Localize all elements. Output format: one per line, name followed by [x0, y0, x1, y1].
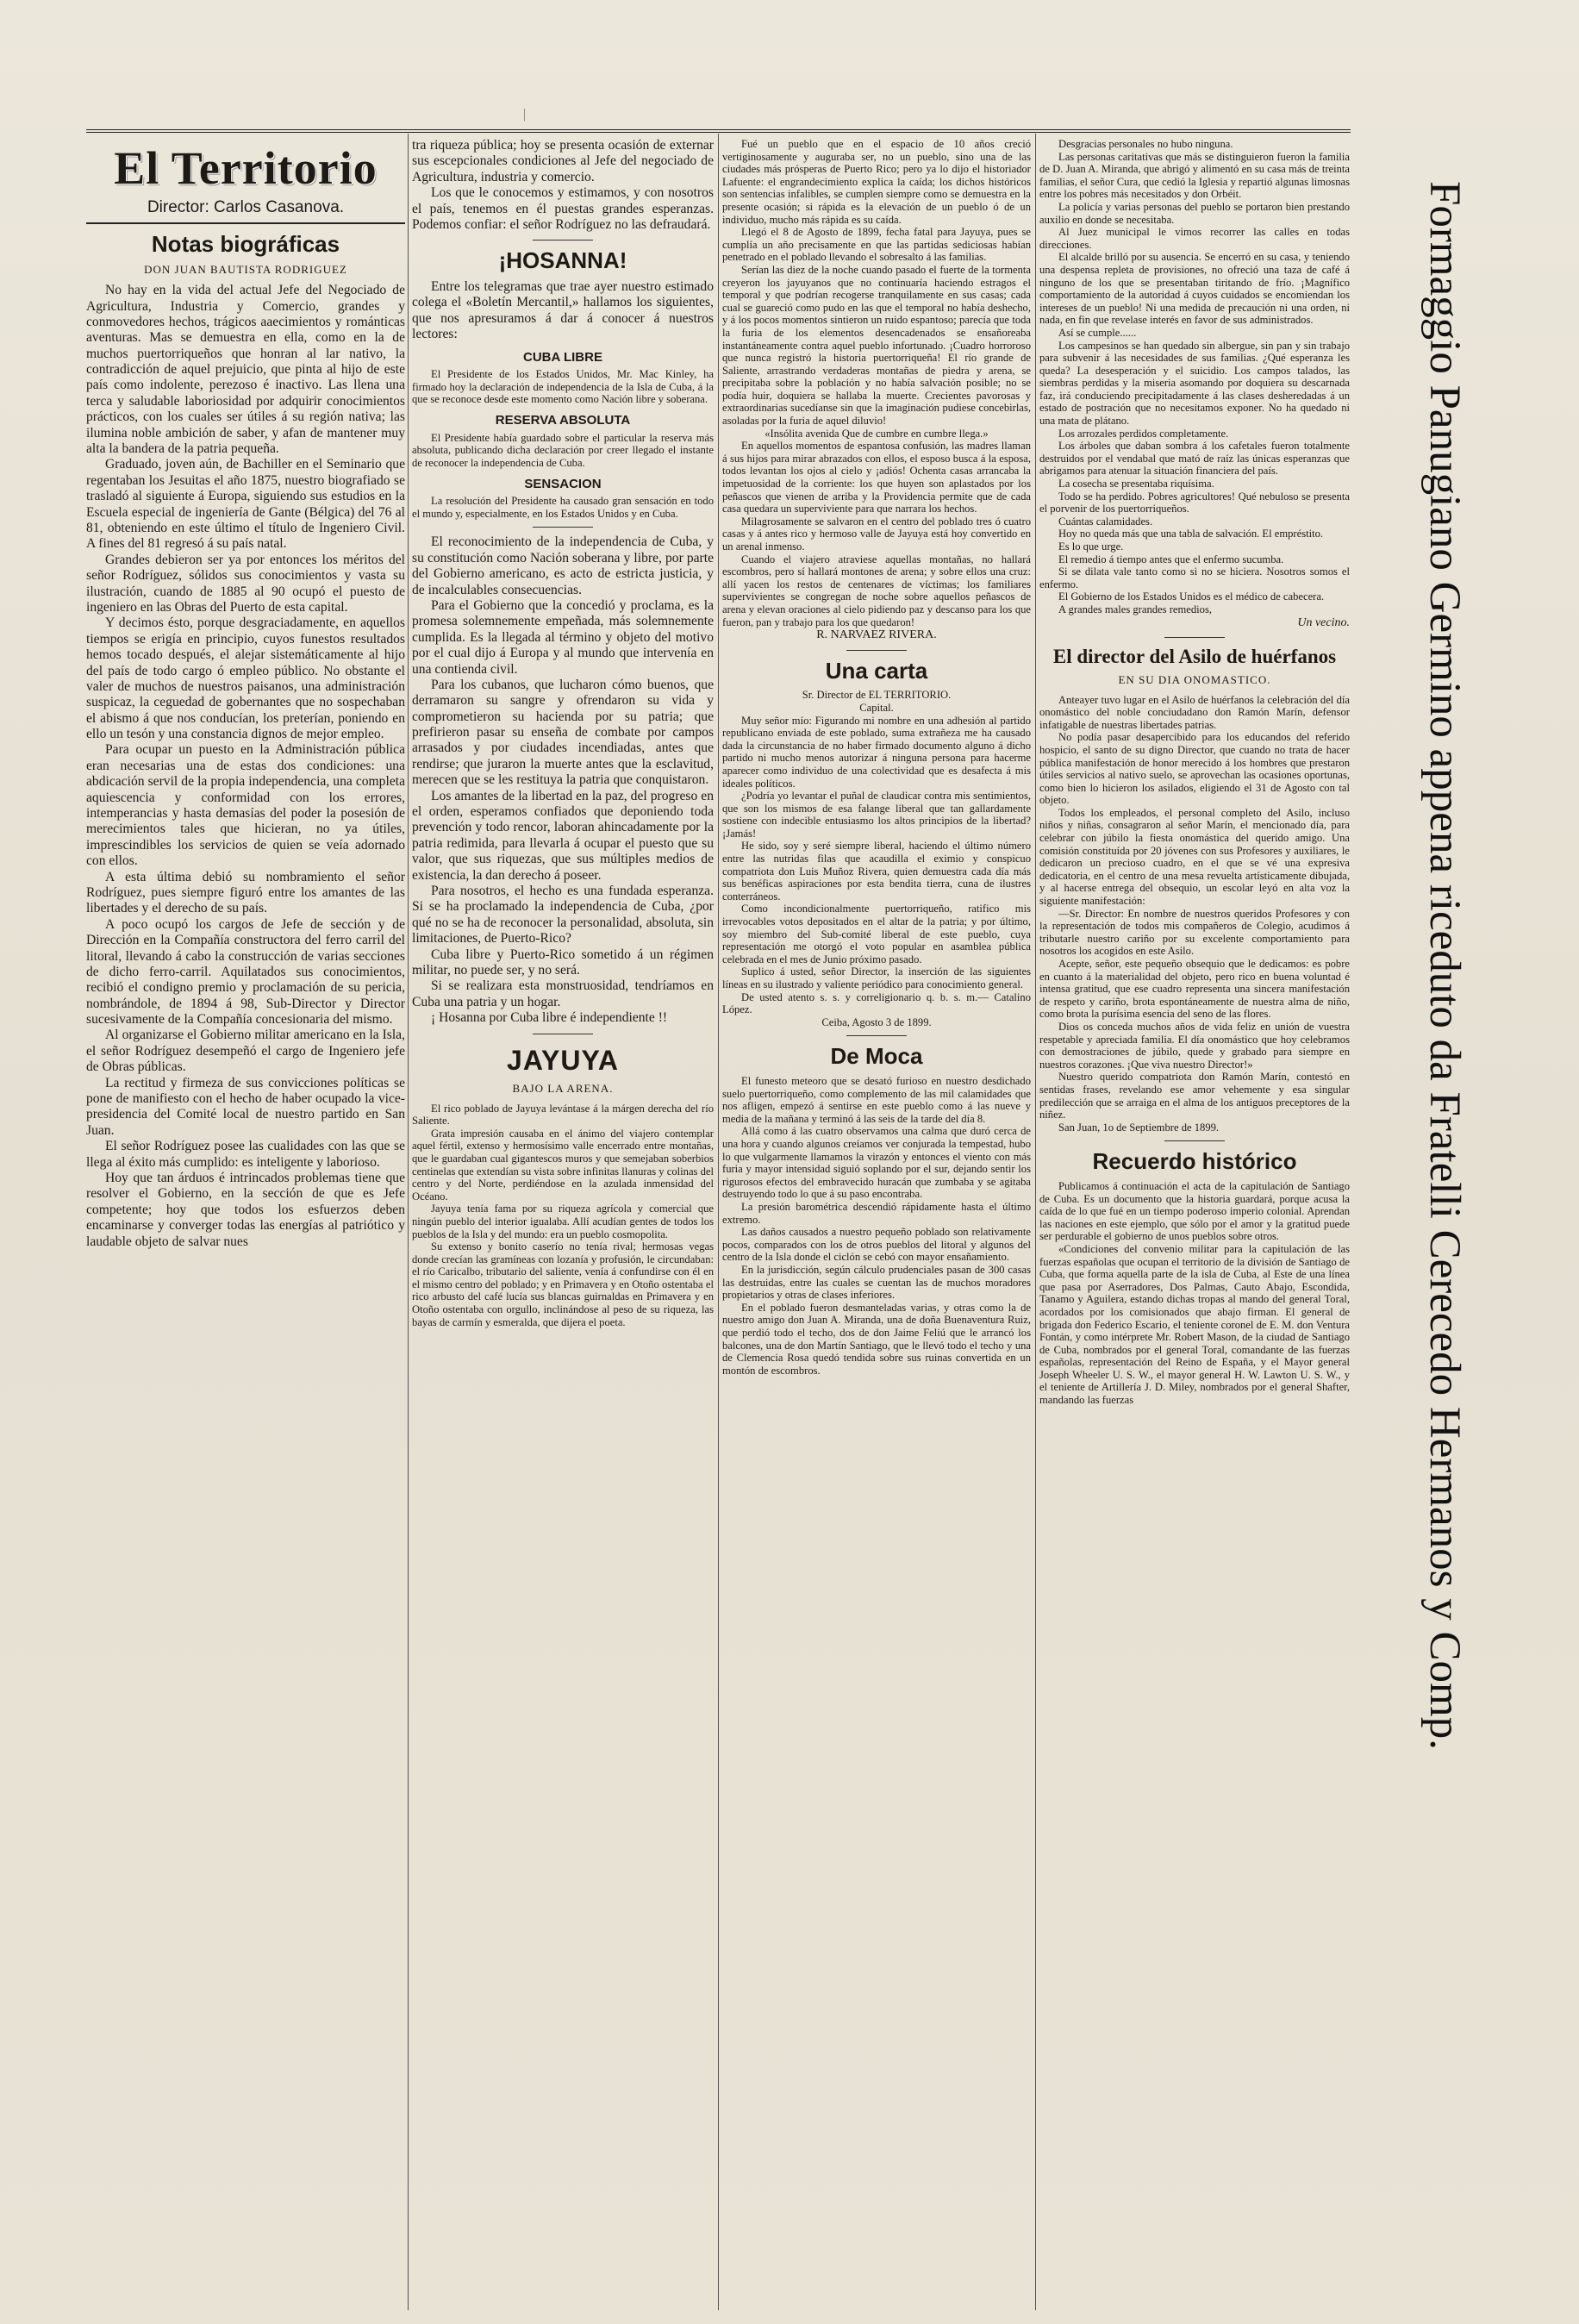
- paragraph: Los árboles que daban sombra á los cafetales fueron totalmente destruidos por el vendabal que mató de raíz las únicas esperanzas que abrigamos para atenuar la situación financiera del país.: [1039, 440, 1350, 478]
- telegram-text: El Presidente de los Estados Unidos, Mr. Mac Kinley, ha firmado hoy la declaración de independencia de la Isla de Cuba, á la que se reconoce desde este momento como Nación libre y soberana.: [412, 368, 714, 406]
- vertical-advertisement: [1370, 181, 1482, 2164]
- paragraph: ¡ Hosanna por Cuba libre é independiente !!: [431, 1010, 668, 1026]
- paragraph: Los amantes de la libertad en la paz, del progreso en el orden, esperamos confiados que deponiendo toda prevención y todo rencor, laboran ahincadamente por la patria redimida, para llevarla á ocupar el puesto que su valor, que sus riquezas, que sus múltiples medios de existencia, la dan derecho á poseer.: [412, 788, 714, 883]
- paragraph: Al Juez municipal le vimos recorrer las calles en todas direcciones.: [1039, 226, 1350, 251]
- paragraph: Y decimos ésto, porque desgraciadamente, en aquellos tiempos se erigía en principio, cuyos funestos resultados hemos tocado después, el alejar sistemáticamente al hijo del país de todo cargo ó empleo público. No obstante el valer de muchos de nuestros paisanos, una administración suspicaz, la ceguedad de gobernantes que no sospechaban el abismo á que nos conducían, los preterían, poniendo en ello un tesón y una constancia dignos de mejor empleo.: [86, 615, 405, 742]
- paragraph: Las daños causados a nuestro pequeño poblado son relativamente pocos, comparados con los de otros pueblos del litoral y algunos del centro de la Isla donde el ciclón se cebó con mayor ensañamiento.: [722, 1226, 1031, 1264]
- hosanna-heading: ¡HOSANNA!: [498, 247, 627, 274]
- quote: «Insólita avenida Que de cumbre en cumbre llega.»: [765, 427, 989, 440]
- paragraph: Cuando el viajero atraviese aquellas montañas, no hallará escombros, pero sí hallará montones de arena; y sobre ellos una cruz: allí yacen los restos de centenares de víctimas; los familiares supervivientes se congregan de noche sobre aquellos peñascos de arena y elevan oraciones al cielo pidiendo paz y descanso para los que fueron, pan y trabajo para los que quedaron!: [722, 553, 1031, 628]
- paragraph: Milagrosamente se salvaron en el centro del poblado tres ó cuatro casas y á antes rico y hermoso valle de Jayuya está hoy convertido en un arenal inmenso.: [722, 515, 1031, 553]
- page-mark: |: [523, 107, 527, 122]
- telegram-title: RESERVA ABSOLUTA: [495, 413, 631, 428]
- paragraph: Su extenso y bonito caserío no tenía rival; hermosas vegas donde crecían las gramíneas con lozanía y profusión, le circundaban: el río Caricalbo, tributario del saliente, venía á confundirse con él en el mismo centro del poblado; y en Primavera y en Otoño ostentaba el rico arbusto del café lucía sus blancas guirnaldas en Primavera y en Otoño ostentaba con orgullo, inclinándose al peso de su riqueza, las bayas de carmín y esmeralda, que dijera el poeta.: [412, 1240, 714, 1328]
- place: Capital.: [859, 701, 894, 714]
- paragraph: Para el Gobierno que la concedió y proclama, es la promesa solemnemente empeñada, más solemnemente cumplida. Es la llegada al término y objeto del motivo por el cual dijo á Europa y al mundo que intervenía en una contienda civil.: [412, 597, 714, 677]
- paragraph: Llegó el 8 de Agosto de 1899, fecha fatal para Jayuya, pues se cumplía un año precisamente en que las partidas sediciosas habían penetrado en el poblado llevando el sobresalto á las familias.: [722, 226, 1031, 264]
- asilo-heading: El director del Asilo de huérfanos: [1052, 646, 1337, 668]
- paragraph: El señor Rodríguez posee las cualidades con las que se llega al éxito más cumplido: es inteligente y laborioso.: [86, 1139, 405, 1170]
- paragraph: En aquellos momentos de espantosa confusión, las madres llaman á sus hijos para mirar abrazados con ellos, el esposo busca á la esposa, todos levantan los ojos al cielo y ¡adiós! Ochenta casas arrancaba la impetuosidad de la corriente: los que huyen son aplastados por los peñascos que vienen de arriba y la Providencia permite que de cada casa quedara un superviviente para que narrara los hechos.: [722, 440, 1031, 515]
- paragraph: Las personas caritativas que más se distinguieron fueron la familia de D. Juan A. Miranda, que abrigó y alimentó en su casa más de treinta familias, el señor Cura, que cedió la Iglesia y repartió algunas limosnas entre los pobres más necesitados y don Orbéit.: [1039, 150, 1350, 201]
- paragraph: He sido, soy y seré siempre liberal, haciendo el último número entre las nutridas filas que acaudilla el eximio y conspicuo compatriota don Luis Muñoz Rivera, quien demuestra cada día más sus benéficas aspiraciones por esta bendita tierra, cuna de ilustres conterráneos.: [722, 840, 1031, 903]
- paragraph: A poco ocupó los cargos de Jefe de sección y de Dirección en la Compañía constructora del ferro carril del litoral, llevando á cabo la construcción de varias secciones de dicho ferro-carril. Aquilatados sus conocimientos, recibió el condigno premio y proclamación de su pericia, nombrándole, de 1894 á 98, Sub-Director y Director sucesivamente de la Compañía concesionaria del mismo.: [86, 916, 405, 1028]
- paragraph: Anteayer tuvo lugar en el Asilo de huérfanos la celebración del día onomástico del noble conciudadano don Ramón Marín, defensor infatigable de nuestras libertades patrias.: [1039, 693, 1350, 731]
- paragraph: Los campesinos se han quedado sin albergue, sin pan y sin trabajo para subvenir á las necesidades de sus familias. ¿Qué esperanza les queda? La desesperación y el suicidio. Los campos talados, las siembras perdidas y la miseria asomando por doquiera su descarnada faz, irá conduciendo precipitadamente á las clases desheredadas á un estado de postración que no necesitamos exponer. No ha quedado ni una mata de plátano.: [1039, 339, 1350, 428]
- divider: [533, 527, 593, 528]
- letter-date: Ceiba, Agosto 3 de 1899.: [821, 1015, 932, 1028]
- paragraph: tra riqueza pública; hoy se presenta ocasión de externar sus escepcionales condiciones al Jefe del negociado de Agricultura, industria y comercio.: [412, 138, 714, 184]
- asilo-subheading: EN SU DIA ONOMASTICO.: [1118, 673, 1271, 687]
- paragraph: El remedio á tiempo antes que el enfermo sucumba.: [1058, 553, 1284, 565]
- paragraph: Todo se ha perdido. Pobres agricultores! Qué nebuloso se presenta el porvenir de los puertorriqueños.: [1039, 490, 1350, 515]
- divider: [846, 1035, 907, 1036]
- divider: [846, 650, 907, 651]
- paragraph: Para ocupar un puesto en la Administración pública eran necesarias una de estas dos condiciones: una abdicación servil de la propia independencia, una completa aquiescencia y conformidad con los errores, intemperancias y hasta demasías del poder la posesión de merecimientos tales que hicieran, no ya útiles, imprescindibles los servicios de quien se veía adornado con ellos.: [86, 742, 405, 869]
- paragraph: No hay en la vida del actual Jefe del Negociado de Agricultura, Industria y Comercio, grandes y conmovedores hechos, trágicos aaecimientos y románticas aventuras. Mas se demuestra en ella, como en la de muchos puertorriqueños que honran al lar nativo, la contradicción de aquel prejuicio, que pinta al hijo de este país como indolente, perezoso é inactivo. Las llena una terca y saludable laboriosidad por adquirir conocimientos prácticos, con los cuales ser útiles á su región nativa; las ilumina noble ambición de saber, y afan de mantener muy alta la bandera de la patria pequeña.: [86, 283, 405, 457]
- paragraph: «Condiciones del convenio militar para la capitulación de las fuerzas españolas que ocupan el territorio de la división de Santiago de Cuba, que forma aquella parte de la isla de Cuba, al Este de una línea que pasa por Aserradores, Dos Palmas, Cauto Abajo, Escondida, Tanamo y Aguilera, estando dichas tropas al mando del general Toral, acordados por los comisionados que abajo firman. El general de brigada don Federico Escario, el teniente coronel de E. M. don Ventura Fontán, y como intérprete Mr. Robert Mason, de la ciudad de Santiago de Cuba, nombrados por el general Toral, comandante de las fuerzas españolas, representación del Reino de España, y el Mayor general Joseph Wheeler U. S. W., el mayor general H. W. Lawton U. S. W., y el teniente de Artillería J. D. Miley, nombrados por el general Shafter, mandando las fuerzas: [1039, 1242, 1350, 1407]
- paragraph: El funesto meteoro que se desató furioso en nuestro desdichado suelo puertorriqueño, como complemento de las mil calamidades que nos afligen, empezó á sentirse en este pueblo como á las nueve y media de la mañana y terminó á las seis de la tarde del día 8.: [722, 1075, 1031, 1125]
- masthead: [86, 141, 405, 224]
- notas-subject: DON JUAN BAUTISTA RODRIGUEZ: [144, 262, 347, 276]
- paragraph: Al organizarse el Gobierno militar americano en la Isla, el señor Rodríguez desempeñó el cargo de Ingeniero jefe de Obras públicas.: [86, 1028, 405, 1075]
- paragraph: Publicamos á continuación el acta de la capitulación de Santiago de Cuba. Es un documento que la historia guardará, porque acusa la caída de lo que fué en un tiempo poderoso imperio colonial. Aprendan las naciones en este ejemplo, que sólo por el amor y la gratitud puede ser perdurable el gobierno de unos pueblos sobre otros.: [1039, 1179, 1350, 1243]
- telegram-title: SENSACION: [524, 476, 602, 491]
- paragraph: Así se cumple......: [1058, 326, 1137, 339]
- telegram-title: CUBA LIBRE: [523, 349, 602, 365]
- column-4: [1039, 138, 1350, 2306]
- paragraph: Hoy que tan árduos é intrincados problemas tiene que resolver el Gobierno, en la sección de que es Jefe competente; hoy que todos los esfuerzos deben encaminarse y converger todas las energías al patriótico y laudable objeto de salvar nues: [86, 1171, 405, 1249]
- paragraph: El reconocimiento de la independencia de Cuba, y su constitución como Nación soberana y libre, por parte del Gobierno americano, es acto de estricta justicia, y de incalculables consecuencias.: [412, 534, 714, 597]
- signature: Un vecino.: [1297, 615, 1350, 629]
- paragraph: Muy señor mío: Figurando mi nombre en una adhesión al partido republicano enviada de este poblado, suma extrañeza me ha causado dada la circunstancia de no haber firmado documento alguno á dicho partido ni mucho menos autorizar á ninguna persona para hacerme aparecer como individuo de una colectividad que es desafecta á mis ideales políticos.: [722, 714, 1031, 790]
- column-divider: [718, 134, 719, 2310]
- dateline: San Juan, 1o de Septiembre de 1899.: [1058, 1121, 1220, 1134]
- paragraph: Serían las diez de la noche cuando pasado el fuerte de la tormenta creyeron los jayuyanos que no continuaría haciendo estragos el temporal y que podrían recogerse tranquilamente en sus casas; cada cual se guareció como pudo en las que el temporal no había deshecho, y á los pocos momentos sintieron un ruido espantoso; parecía que toda la furia de los elementos desencadenados se ensañoreaba instantáneamente contra aquel pueblo infortunado. ¡Cuadro horroroso que nunca registró la historia puertorriqueña! El río grande de Saliente, arrastrando verdaderas montañas de piedra y arena, se precipitaba sobre la población y no había salvación posible; no se podía huir, doquiera se hallaba la muerte. Crecientes pavorosas y extraordinarias sucedíanse sin que la imaginación pudiese concebirlas, asoladas por la furia de aquel diluvio!: [722, 263, 1031, 428]
- paragraph: La policía y varias personas del pueblo se portaron bien prestando auxilio en donde se necesitaba.: [1039, 200, 1350, 226]
- paragraph: Los arrozales perdidos completamente.: [1058, 427, 1229, 440]
- column-divider: [408, 134, 409, 2310]
- paragraph: Los que le conocemos y estimamos, y con nosotros el país, tenemos en él puestas grandes esperanzas. Podemos confiar: el señor Rodríguez no las defraudará.: [412, 185, 714, 232]
- paragraph: El rico poblado de Jayuya levántase á la márgen derecha del río Saliente.: [412, 1102, 714, 1128]
- paragraph: A grandes males grandes remedios,: [1058, 603, 1213, 615]
- paragraph: Todos los empleados, el personal completo del Asilo, incluso niños y niñas, consagraron al señor Marín, el mencionado día, para celebrar con júbilo la fiesta onomástica del querido amigo. Una comisión constituída por 20 jóvenes con sus Profesores y auxiliares, le dedicaron un precioso cuadro, en el que se vé una expresiva dedicatoria, en el centro de una mesa revuelta artísticamente dibujada, y al hacerse entrega del obsequio, un escolar leyó en alta voz la siguiente manifestación:: [1039, 806, 1350, 908]
- paragraph: Si se realizara esta monstruosidad, tendríamos en Cuba una patria y un hogar.: [412, 978, 714, 1009]
- paragraph: La cosecha se presentaba riquísima.: [1058, 478, 1214, 490]
- paragraph: Nuestro querido compatriota don Ramón Marín, contestó en sentidas frases, revelando ese amor vehemente y esa singular predilección que se arraiga en el alma de los antiguos preceptores de la niñez.: [1039, 1071, 1350, 1121]
- paragraph: Hoy no queda más que una tabla de salvación. El empréstito.: [1058, 528, 1324, 540]
- paragraph: Acepte, señor, este pequeño obsequio que le dedicamos: es pobre en cuanto á la materialidad del objeto, pero rico en buena voluntad é intensa gratitud, que ese cuadro representa una sincera manifestación de respeto y cariño, brota espontáneamente de nuestra alma de niño, como brota la purísima esencia del seno de las flores.: [1039, 958, 1350, 1021]
- recuerdo-heading: Recuerdo histórico: [1092, 1148, 1297, 1175]
- jayuya-heading: JAYUYA: [507, 1044, 619, 1076]
- carta-heading: Una carta: [825, 657, 928, 684]
- jayuya-subheading: BAJO LA ARENA.: [512, 1082, 614, 1096]
- advertisement-text: Formaggio Panugiano Germino appena riceduto da Fratelli Cerecedo Hermanos y Comp.: [1420, 181, 1469, 1750]
- column-2: [412, 138, 714, 2306]
- paragraph: Es lo que urge.: [1058, 540, 1124, 553]
- paragraph: La presión barométrica descendió rápidamente hasta el último extremo.: [722, 1200, 1031, 1226]
- paragraph: Entre los telegramas que trae ayer nuestro estimado colega el «Boletín Mercantil,» hallamos los siguientes, que nos apresuramos á dar á conocer á nuestros lectores:: [412, 279, 714, 342]
- column-divider: [1035, 134, 1036, 2310]
- notas-heading: Notas biográficas: [151, 231, 340, 258]
- paragraph: Como incondicionalmente puertorriqueño, ratifico mis irrevocables votos depositados en el altar de la patria; y por último, soy miembro del Sub-comité liberal de este pueblo, cuya representación me otorgó el voto popular en asamblea pública celebrada en el mes de Junio próximo pasado.: [722, 903, 1031, 965]
- paragraph: Desgracias personales no hubo ninguna.: [1058, 138, 1233, 150]
- paragraph: La rectitud y firmeza de sus convicciones políticas se pone de manifiesto con el hecho de haber ocupado la vice-presidencia del Comité local de nuestro partido en San Juan.: [86, 1075, 405, 1138]
- paragraph: En el poblado fueron desmanteladas varias, y otras como la de nuestro amigo don Juan A. Miranda, una de doña Buenaventura Ruiz, que perdió todo el techo, dos de don Jaime Feliú que le arrancó los balcones, una de don Martín Santiago, que le llevó todo el techo y una de Clemencia Rosa quedó tendida sobre sus ruinas convertida en un montón de escombros.: [722, 1301, 1031, 1377]
- column-3: [722, 138, 1031, 2306]
- paragraph: El Gobierno de los Estados Unidos es el médico de cabecera.: [1058, 590, 1325, 603]
- paragraph: En la jurisdicción, según cálculo prudenciales pasan de 300 casas las destruidas, entre las cuales se cuentan las de muchos moradores propietarios y otras de clases inferiores.: [722, 1263, 1031, 1302]
- newspaper-title: El Territorio: [114, 142, 378, 194]
- column-1: [86, 138, 405, 2306]
- divider: [1164, 1140, 1225, 1141]
- divider: [1164, 637, 1225, 638]
- paragraph: Fué un pueblo que en el espacio de 10 años creció vertiginosamente y auguraba ser, no un pueblo, sino una de las ciudades más prósperas de Puerto Rico; pero ya lo dijo el historiador Lafuente: el engrandecimiento explica la caída; los dichos históricos son sentencias infalibles, se cumplen siempre como se demuestra en la presente ocasión; si rápida es la elevación de un pueblo ó de un individuo, mucho más rápida es su caída.: [722, 138, 1031, 226]
- paragraph: Para los cubanos, que lucharon cómo buenos, que derramaron su sangre y ofrendaron su vida y comprometieron su hacienda por su patria; que prefirieron pasar su enseña de combate por campos arrasados y por ciudades incendiadas, antes que rendirse; que juraron la muerte antes que la esclavitud, merecen que se les restituya la patria que conquistaron.: [412, 677, 714, 788]
- moca-heading: De Moca: [830, 1043, 923, 1070]
- paragraph: No podía pasar desapercibido para los educandos del referido hospicio, el santo de su digno Director, que cuando no trata de hacer pública manifestación de honor merecido á los hombres que prestaron útiles servicios al nativo suelo, se aprovechan las ocasiones oportunas, como bien lo hicieron los asilados, eligiendo el 31 de Agosto con tal objeto.: [1039, 731, 1350, 807]
- paragraph: Grata impresión causaba en el ánimo del viajero contemplar aquel fértil, extenso y hermosísimo valle encerrado entre montañas, que le guardaban cual gigantescos muros y que semejaban soberbios centinelas que extendían su vista sobre infinitas llanuras y colinas del centro y del Norte, perdiéndose en la azulada inmensidad del Océano.: [412, 1127, 714, 1203]
- signature: R. NARVAEZ RIVERA.: [816, 628, 937, 642]
- director-line: Director: Carlos Casanova.: [147, 197, 345, 216]
- top-rule: [86, 129, 1351, 133]
- paragraph: Dios os conceda muchos años de vida feliz en unión de vuestra respetable y apreciada familia. El día onomástico que hoy celebramos con demostraciones de júbilo, quede y grabado para siempre en nuestros corazones. ¡Que viva nuestro Director!»: [1039, 1020, 1350, 1071]
- paragraph: A esta última debió su nombramiento el señor Rodríguez, pues siempre figuró entre los amantes de las libertades y el derecho de su país.: [86, 869, 405, 916]
- paragraph: Allá como á las cuatro observamos una calma que duró cerca de una hora y cuando algunos creíamos ver conjurada la tempestad, hubo lo que vulgarmente llamamos la virazón y entonces el viento con más furia y mayor intensidad siguió soplando por el sur, dejando sentir los rigurosos efectos del embravecido huracán que zumbaba y se agitaba destruyendo todo lo que á su paso encontraba.: [722, 1125, 1031, 1201]
- paragraph: Graduado, joven aún, de Bachiller en el Seminario que regentaban los Jesuitas el año 1875, nuestro biografiado se trasladó al siguiente á Europa, siguiendo sus estudios en la Escuela especial de ingeniería de Gante (Bélgica) del 76 al 81, obteniendo en este último el título de Ingeniero Civil. A fines del 81 regresó á su país natal.: [86, 457, 405, 552]
- paragraph: Grandes debieron ser ya por entonces los méritos del señor Rodríguez, sólidos sus conocimientos y vasta su ilustración, cuando de 1885 al 90 ocupó el puesto de ingeniero en las Obras del Puerto de esta capital.: [86, 552, 405, 615]
- paragraph: Si se dilata vale tanto como si no se hiciera. Nosotros somos el enfermo.: [1039, 565, 1350, 590]
- paragraph: —Sr. Director: En nombre de nuestros queridos Profesores y con la representación de todos mis compañeros de Colegio, acudimos á tributarle nuestro cariño por su excelente comportamiento para nosotros los acogidos en este Asilo.: [1039, 907, 1350, 958]
- paragraph: Para nosotros, el hecho es una fundada esperanza. Si se ha proclamado la independencia de Cuba, ¿por qué no se ha de reconocer la personalidad, absoluta, sin limitaciones, de Puerto-Rico?: [412, 883, 714, 946]
- salutation: Sr. Director de EL TERRITORIO.: [802, 689, 952, 702]
- divider: [533, 240, 593, 241]
- telegram-text: La resolución del Presidente ha causado gran sensación en todo el mundo y, especialmente, en los Estados Unidos y en Cuba.: [412, 495, 714, 520]
- closing: De usted atento s. s. y correligionario q. b. s. m.— Catalino López.: [722, 990, 1031, 1016]
- paragraph: Jayuya tenía fama por su riqueza agrícola y comercial que ningún pueblo del interior igualaba. Allí acudían gentes de todos los pueblos de la Isla y del mundo: era un pueblo cosmopolita.: [412, 1203, 714, 1240]
- telegram-text: El Presidente había guardado sobre el particular la reserva más absoluta, publicando dicha declaración por creer llegado el instante de reconocer la independencia de Cuba.: [412, 431, 714, 469]
- paragraph: Cuba libre y Puerto-Rico sometido á un régimen militar, no puede ser, y no será.: [412, 946, 714, 978]
- paragraph: El alcalde brilló por su ausencia. Se encerró en su casa, y teniendo una despensa repleta de provisiones, no ofreció una taza de café á ninguno de los que se presentaban tiritando de frío. ¡Magnífico comportamiento de la autoridad á cuyos cuidados se encomiendan los intereses de un pueblo! Ni una medida de precaución ni una orden, ni nada, en fin que revelase interés en favor de sus administrados.: [1039, 251, 1350, 327]
- paragraph: Cuántas calamidades.: [1058, 515, 1153, 528]
- paragraph: ¿Podría yo levantar el puñal de claudicar contra mis sentimientos, que son los mismos de esa falange liberal que tan gallardamente sostiene con indecible entusiasmo los altos principios de la libertad? ¡Jamás!: [722, 790, 1031, 840]
- paragraph: Suplico á usted, señor Director, la inserción de las siguientes líneas en su ilustrado y valiente periódico para conocimiento general.: [722, 965, 1031, 990]
